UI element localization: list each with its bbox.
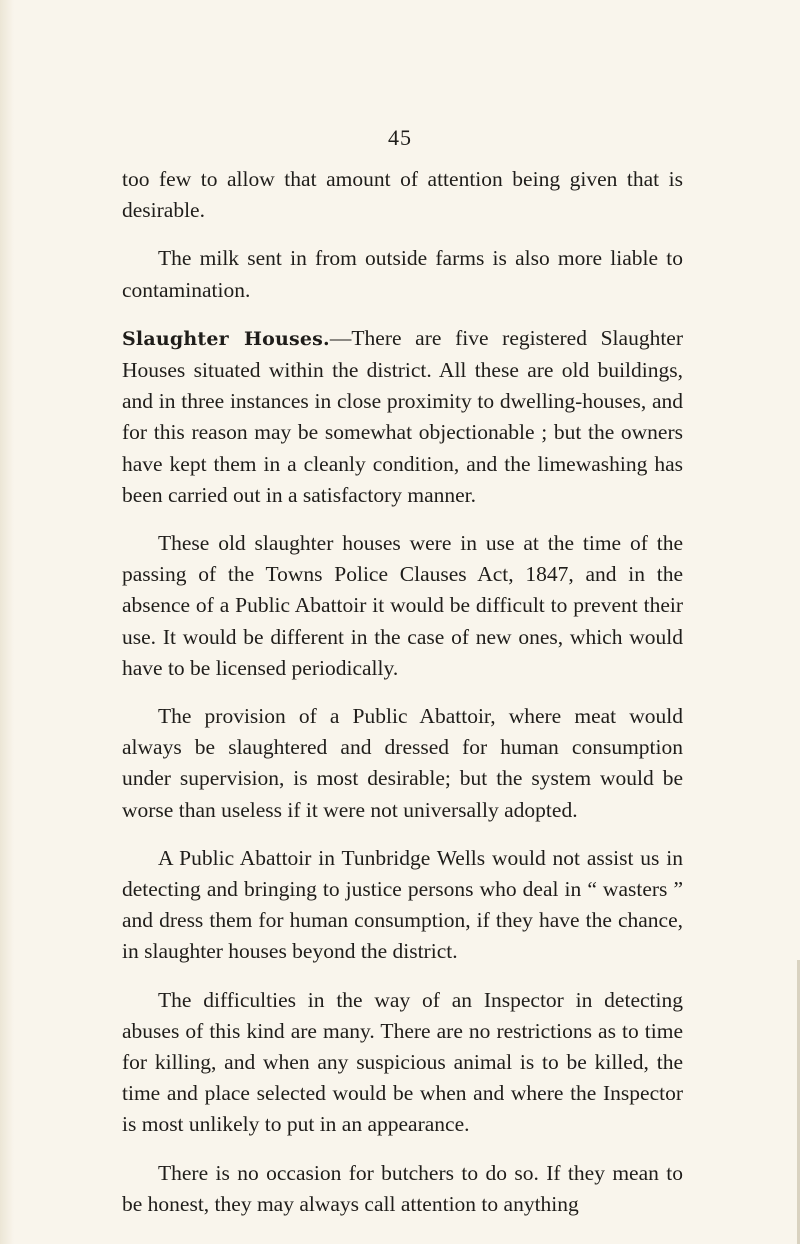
paragraph-text: The milk sent in from outside farms is also more liable to contamination. bbox=[122, 246, 683, 302]
paragraph-text: too few to allow that amount of attention being given that is desirable. bbox=[122, 167, 683, 223]
paragraph-milk bbox=[122, 243, 683, 305]
paragraph-text: There is no occasion for butchers to do so. If they mean to be honest, they may always call attention to anything bbox=[122, 1160, 683, 1216]
page-edge-shadow bbox=[0, 0, 14, 1244]
paragraph-old-slaughter-houses bbox=[122, 528, 683, 684]
paragraph-tunbridge-wells bbox=[122, 843, 683, 968]
paragraph-text: The provision of a Public Abattoir, where meat would always be slaughtered and dressed for human consumption under supervision, is most desirable; but the system would be worse than useless if it were not universally adopted. bbox=[122, 704, 683, 822]
paragraph-text: —There are five registered Slaughter Houses situated within the district. All these are old buildings, and in three instances in close proximity to dwelling-houses, and for this reason may be somewhat objectionable ; but the owners have kept them in a cleanly condition, and the limewashing has been carried out in a satisfactory manner. bbox=[122, 325, 684, 507]
paragraph-slaughter-houses bbox=[122, 323, 683, 511]
paragraph-text: A Public Abattoir in Tunbridge Wells would not assist us in detecting and bringing to justice persons who deal in “ wasters ” and dress them for human consumption, if they have the chance, in slaughter houses beyond the district. bbox=[122, 845, 683, 964]
page-number: 45 bbox=[388, 125, 412, 150]
page-body bbox=[122, 164, 683, 1237]
paragraph-text: The difficulties in the way of an Inspector in detecting abuses of this kind are many. There are no restrictions as to time for killing, and when any suspicious animal is to be killed, the time and place selected would be when and where the Inspector is most unlikely to put in an appearance. bbox=[122, 987, 683, 1137]
paragraph-continuation bbox=[122, 164, 683, 226]
paragraph-difficulties bbox=[122, 985, 683, 1141]
paragraph-text: These old slaughter houses were in use at the time of the passing of the Towns Police Clauses Act, 1847, and in the absence of a Public Abattoir it would be difficult to prevent their use. It would be different in the case of new ones, which would have to be licensed periodically. bbox=[122, 531, 683, 680]
paragraph-public-abattoir bbox=[122, 701, 683, 826]
paragraph-butchers bbox=[122, 1158, 683, 1220]
section-heading: Slaughter Houses. bbox=[122, 327, 330, 350]
